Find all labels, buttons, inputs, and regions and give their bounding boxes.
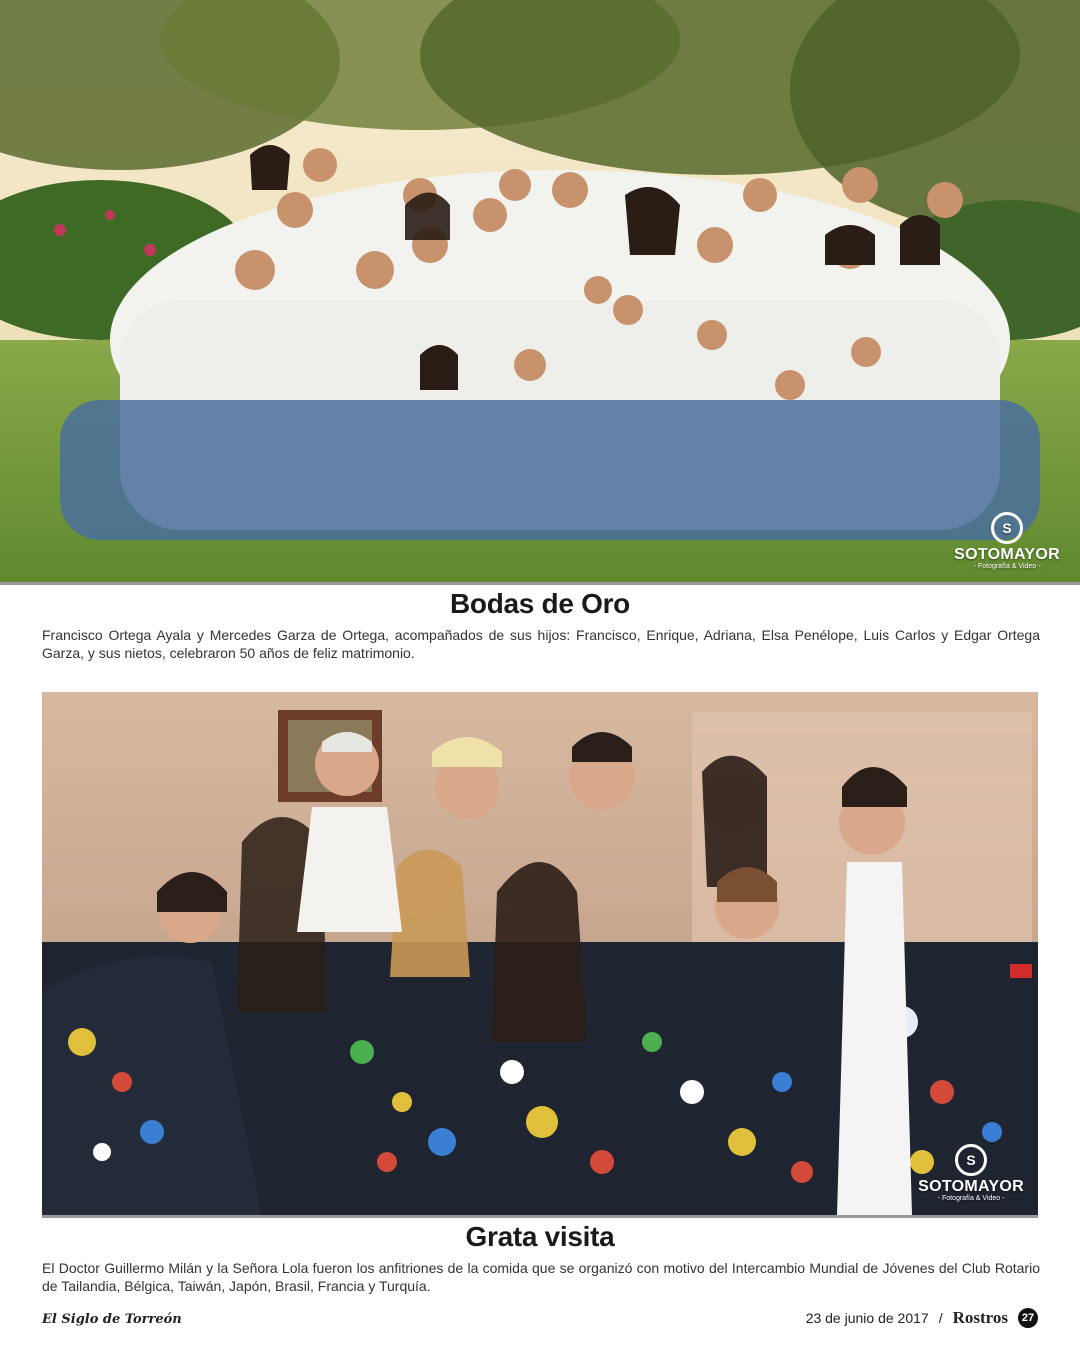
issue-date: 23 de junio de 2017 (805, 1310, 929, 1326)
photo-divider-2 (42, 1215, 1038, 1218)
watermark-tagline-2: - Fotografía & Video - (937, 1195, 1005, 1202)
watermark-tagline: - Fotografía & Video - (973, 563, 1041, 570)
headline-grata-visita: Grata visita (465, 1221, 615, 1252)
section-name: Rostros (952, 1308, 1008, 1327)
caption-grata-visita: El Doctor Guillermo Milán y la Señora Lola fueron los anfitriones de la comida que se organizó con motivo del Intercambio Mundial de Jóvenes del Club Rotario de Tailandia, Bélgica, Taiwán, Japón, Brasil, Francia y Turquía. (42, 1260, 1040, 1294)
publication-name: El Siglo de Torreón (42, 1312, 182, 1327)
footer-separator: / (938, 1310, 943, 1326)
photographer-watermark-2 (918, 1144, 1024, 1202)
caption-bodas-de-oro: Francisco Ortega Ayala y Mercedes Garza de Ortega, acompañados de sus hijos: Francisco, Enrique, Adriana, Elsa Penélope, Luis Carlos y Edgar Ortega Garza, y sus nietos, celebraron 50 años de feliz matrimonio. (42, 627, 1040, 661)
headline-bodas-de-oro: Bodas de Oro (450, 588, 630, 619)
family-photo (0, 0, 1080, 582)
photographer-watermark (954, 512, 1060, 570)
photo-divider (0, 582, 1080, 585)
watermark-name: SOTOMAYOR (954, 546, 1060, 563)
page-footer (806, 1308, 1038, 1328)
watermark-name-2: SOTOMAYOR (918, 1178, 1024, 1195)
camera-logo-icon-2: S (955, 1144, 987, 1176)
page-number: 27 (1018, 1308, 1038, 1328)
exchange-students-photo (42, 692, 1038, 1215)
camera-logo-icon: S (991, 512, 1023, 544)
